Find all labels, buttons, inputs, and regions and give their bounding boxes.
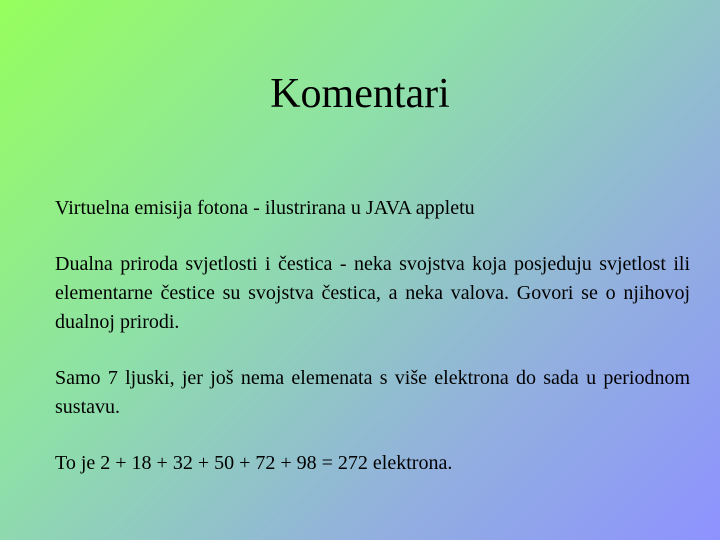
slide-body	[55, 194, 690, 505]
paragraph-virtual-emission: Virtuelna emisija fotona - ilustrirana u JAVA appletu	[55, 197, 475, 219]
paragraph-dual-nature: Dualna priroda svjetlosti i čestica - neka svojstva koja posjeduju svjetlost ili elementarne čestice su svojstva čestica, a neka valova. Govori se o njihovoj dualnoj prirodi.	[55, 253, 690, 333]
paragraph-electron-sum: To je 2 + 18 + 32 + 50 + 72 + 98 = 272 elektrona.	[55, 452, 453, 474]
paragraph-seven-shells: Samo 7 ljuski, jer još nema elemenata s više elektrona do sada u periodnom sustavu.	[55, 367, 690, 418]
slide-title: Komentari	[270, 71, 450, 117]
